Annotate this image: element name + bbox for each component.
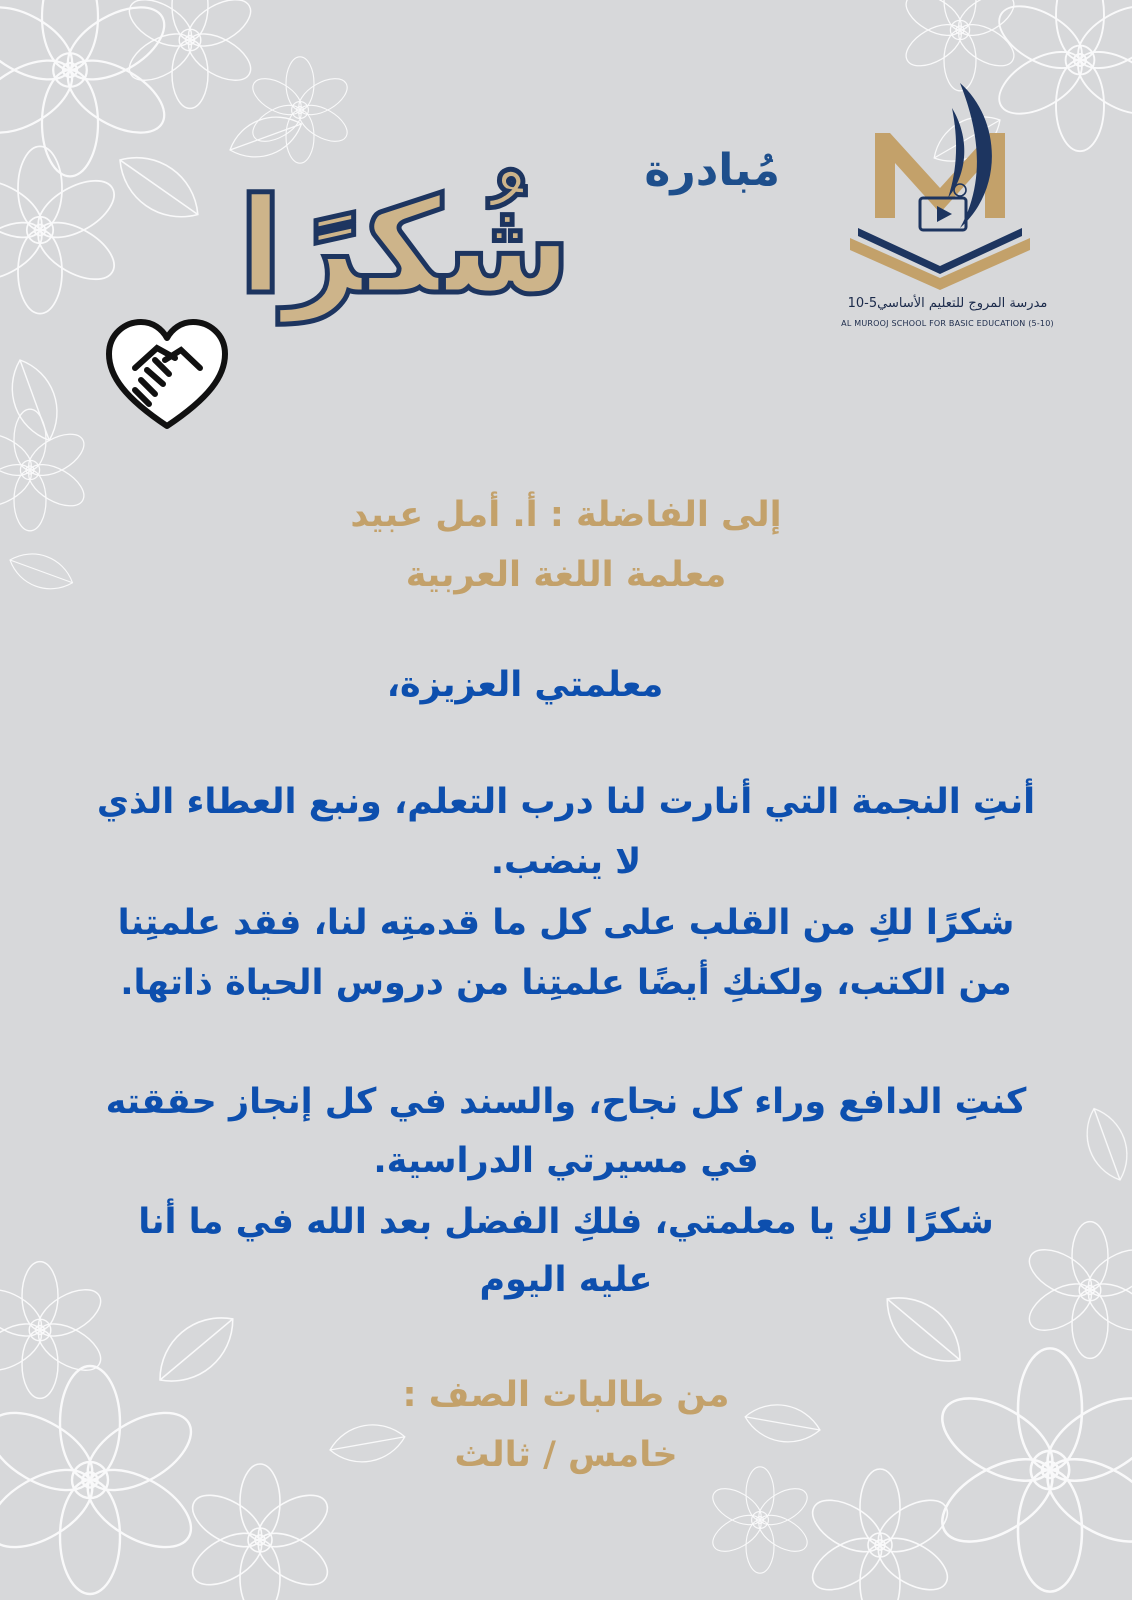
message-line: في مسيرتي الدراسية. bbox=[373, 1141, 759, 1181]
school-name-arabic: مدرسة المروج للتعليم الأساسي5-10 bbox=[847, 296, 1048, 311]
school-logo bbox=[820, 78, 1080, 348]
school-logo-book-icon bbox=[840, 78, 1050, 293]
recipient-role: معلمة اللغة العربية bbox=[405, 555, 727, 595]
message-line: شكرًا لكِ يا معلمتي، فلكِ الفضل بعد الله في ما أنا bbox=[138, 1202, 994, 1242]
heart-handshake-icon bbox=[105, 318, 230, 433]
greeting: معلمتي العزيزة، bbox=[386, 665, 664, 705]
message-line: عليه اليوم bbox=[479, 1260, 653, 1300]
message-line: من الكتب، ولكنكِ أيضًا علمتِنا من دروس الحياة ذاتها. bbox=[120, 963, 1012, 1003]
recipient-name: إلى الفاضلة : أ. أمل عبيد bbox=[350, 495, 782, 535]
signature-line: من طالبات الصف : bbox=[402, 1375, 730, 1415]
initiative-label: مُبادرة bbox=[644, 145, 780, 196]
message-line: لا ينضب. bbox=[490, 842, 642, 882]
signature-class: خامس / ثالث bbox=[454, 1435, 678, 1475]
thank-you-title: شُكرًا bbox=[238, 170, 572, 324]
message-line: أنتِ النجمة التي أنارت لنا درب التعلم، ونبع العطاء الذي bbox=[96, 782, 1036, 822]
message-line: كنتِ الدافع وراء كل نجاح، والسند في كل إنجاز حققته bbox=[105, 1082, 1027, 1122]
school-name-english: AL MUROOJ SCHOOL FOR BASIC EDUCATION (5-10) bbox=[841, 319, 1054, 328]
message-line: شكرًا لكِ من القلب على كل ما قدمتِه لنا، فقد علمتِنا bbox=[117, 903, 1015, 943]
